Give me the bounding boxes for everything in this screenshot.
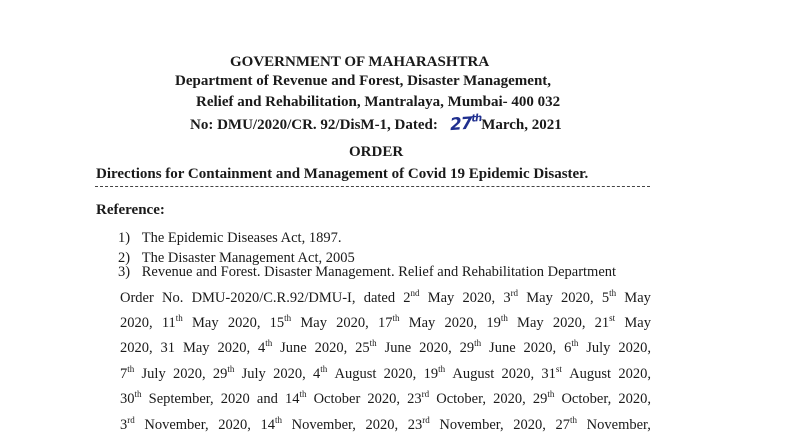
word: 7th — [120, 364, 135, 382]
reference-continuation-line — [120, 366, 651, 383]
word: June — [280, 340, 307, 356]
word: 2020, — [336, 315, 369, 331]
word: 19th — [486, 313, 508, 331]
word: 2020, — [501, 366, 535, 382]
word: 2020, — [618, 366, 651, 382]
word: 2020, — [172, 366, 206, 382]
reference-number: 2) — [118, 250, 131, 266]
reference-item — [118, 264, 616, 281]
order-number: No: DMU/2020/CR. 92/DisM-1, Dated: — [190, 117, 438, 133]
reference-continuation-line — [120, 391, 651, 408]
order-title: ORDER — [349, 144, 404, 160]
word: May — [624, 315, 651, 331]
word: May — [192, 315, 219, 331]
word: May — [526, 290, 553, 306]
word: July — [586, 340, 611, 356]
word: May — [408, 315, 436, 331]
word: May — [517, 315, 544, 331]
word: dated — [363, 290, 396, 306]
address-line: Relief and Rehabilitation, Mantralaya, Mumbai- 400 032 — [196, 94, 561, 110]
word: Order — [120, 290, 154, 306]
word: 2020, — [513, 417, 546, 433]
word: 23rd — [407, 415, 430, 433]
reference-item — [118, 230, 341, 247]
reference-number: 3) — [118, 264, 131, 280]
word: 4th — [257, 338, 273, 356]
word: 2020, — [273, 366, 306, 382]
word: 3rd — [503, 288, 519, 306]
word: 2020, — [227, 315, 261, 331]
reference-text: The Disaster Management Act, 2005 — [141, 250, 355, 266]
word: 2020, — [523, 340, 557, 356]
word: 27th — [555, 415, 578, 433]
word: 14th — [260, 415, 283, 433]
word: November, — [291, 417, 356, 433]
word: 2020, — [618, 391, 651, 407]
word: May — [182, 340, 210, 356]
word: June — [489, 340, 516, 356]
word: 2020, — [552, 315, 586, 331]
word: 31st — [541, 364, 562, 382]
word: October, — [561, 391, 612, 407]
word: 2020, — [561, 290, 594, 306]
word: 5th — [601, 288, 617, 306]
subject-line: Directions for Containment and Management of Covid 19 Epidemic Disaster. — [96, 166, 589, 182]
word: November, — [144, 417, 209, 433]
word: 2020, — [493, 391, 526, 407]
word: 2020, — [462, 290, 496, 306]
word: 11th — [161, 313, 183, 331]
word: and — [256, 391, 278, 407]
word: 2020, — [618, 340, 651, 356]
word: DMU-2020/C.R.92/DMU-I, — [191, 290, 356, 306]
word: October — [313, 391, 361, 407]
word: July — [241, 366, 266, 382]
reference-continuation-line — [120, 315, 651, 332]
reference-label: Reference: — [96, 202, 165, 218]
word: 21st — [594, 313, 616, 331]
word: 15th — [269, 313, 292, 331]
reference-continuation-line — [120, 290, 651, 307]
reference-continuation-line — [120, 417, 651, 434]
word: 2020, — [120, 340, 153, 356]
word: June — [384, 340, 412, 356]
word: 14th — [284, 389, 307, 407]
word: 6th — [564, 338, 579, 356]
word: 2020, — [444, 315, 478, 331]
word: August — [334, 366, 377, 382]
word: No. — [162, 290, 184, 306]
reference-text: The Epidemic Diseases Act, 1897. — [141, 230, 342, 246]
word: 31 — [160, 340, 176, 356]
date-month-year: March, 2021 — [481, 117, 562, 133]
word: August — [569, 366, 612, 382]
word: 3rd — [120, 415, 135, 433]
dashed-divider — [95, 186, 650, 187]
word: 29th — [532, 389, 555, 407]
word: September, — [148, 391, 214, 407]
word: August — [452, 366, 495, 382]
word: May — [624, 290, 651, 306]
word: 2020, — [365, 417, 399, 433]
reference-continuation-line — [120, 340, 651, 357]
reference-text: Revenue and Forest. Disaster Management. Relief and Rehabilitation Department — [141, 264, 617, 280]
word: May — [300, 315, 327, 331]
word: 29th — [212, 364, 235, 382]
word: 25th — [355, 338, 377, 356]
word: November, — [439, 417, 504, 433]
word: 2020, — [419, 340, 452, 356]
government-title: GOVERNMENT OF MAHARASHTRA — [230, 54, 490, 70]
word: 2020, — [217, 340, 251, 356]
word: 4th — [312, 364, 328, 382]
word: May — [427, 290, 455, 306]
order-number-line — [190, 114, 562, 134]
department-line: Department of Revenue and Forest, Disaster Management, — [175, 73, 552, 89]
word: 17th — [377, 313, 400, 331]
reference-number: 1) — [118, 230, 131, 246]
word: 23rd — [407, 389, 430, 407]
word: 2020, — [367, 391, 401, 407]
word: 2020, — [120, 315, 153, 331]
word: 2020, — [218, 417, 251, 433]
word: 2020, — [383, 366, 417, 382]
word: 2020, — [314, 340, 348, 356]
word: July — [141, 366, 166, 382]
word: 19th — [423, 364, 446, 382]
word: 30th — [120, 389, 142, 407]
word: October, — [436, 391, 486, 407]
word: 29th — [459, 338, 482, 356]
handwritten-date: 27th — [448, 112, 482, 136]
word: 2nd — [403, 288, 420, 306]
word: November, — [586, 417, 651, 433]
word: 2020 — [220, 391, 250, 407]
